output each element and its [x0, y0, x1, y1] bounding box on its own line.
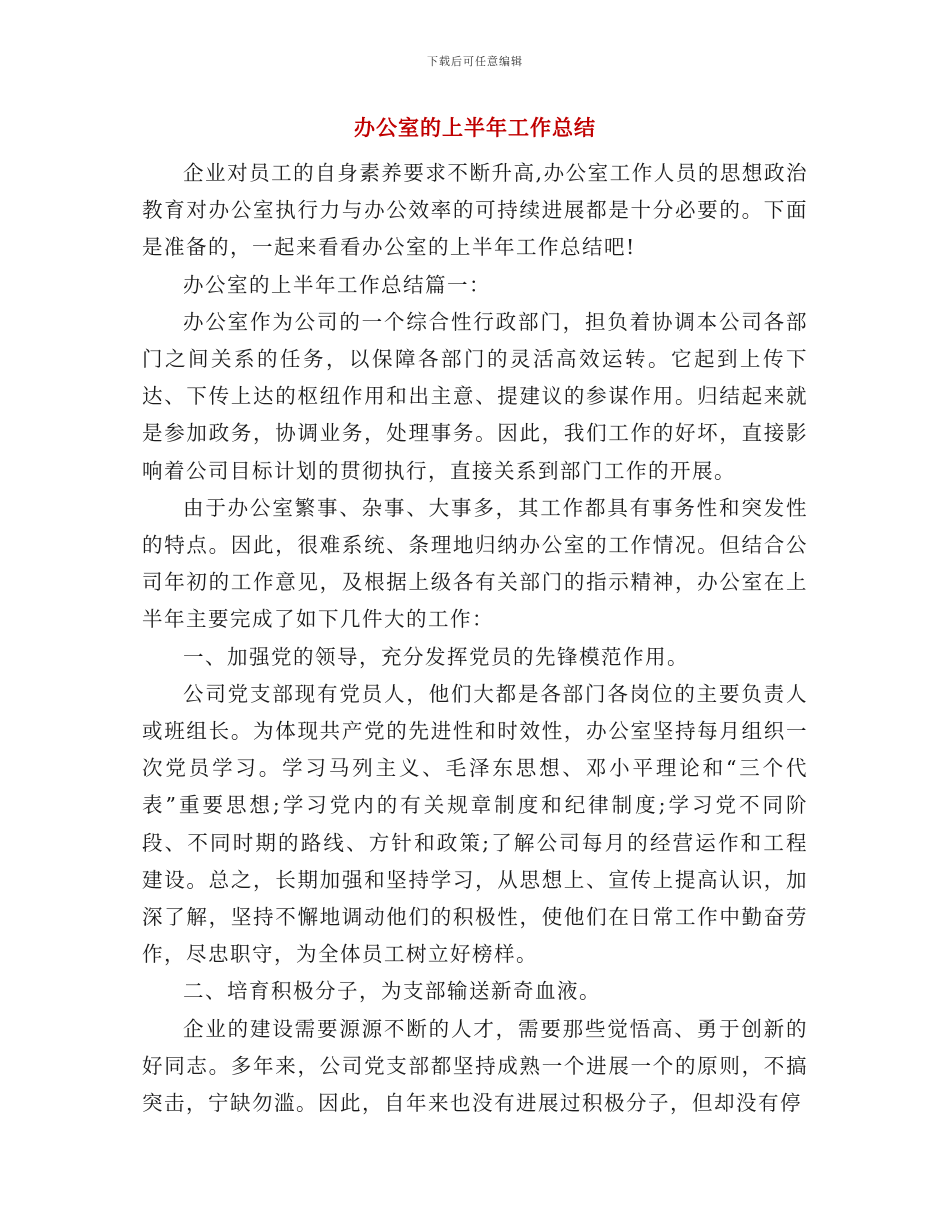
header-note: 下载后可任意编辑: [427, 55, 523, 68]
paragraph-section-heading: 办公室的上半年工作总结篇一：: [183, 272, 491, 297]
document-body: [142, 155, 808, 1122]
paragraph-office-role: 办公室作为公司的一个综合性行政部门，担负着协调本公司各部门之间关系的任务，以保障各部门的灵活高效运转。它起到上传下达、下传上达的枢纽作用和出主意、提建议的参谋作用。归结起来就是参加政务，协调业务，处理事务。因此，我们工作的好坏，直接影响着公司目标计划的贯彻执行，直接关系到部门工作的开展。: [142, 309, 808, 483]
paragraph-item-two-heading: 二、培育积极分子，为支部输送新奇血液。: [183, 979, 601, 1004]
paragraph-talent: 企业的建设需要源源不断的人才，需要那些觉悟高、勇于创新的好同志。多年来，公司党支部都坚持成熟一个进展一个的原则，不搞突击，宁缺勿滥。因此，自年来也没有进展过积极分子，但却没有停: [142, 1016, 808, 1116]
paragraph-intro: 企业对员工的自身素养要求不断升高,办公室工作人员的思想政治教育对办公室执行力与办公效率的可持续进展都是十分必要的。下面是准备的，一起来看看办公室的上半年工作总结吧!: [142, 161, 808, 260]
paragraph-party-study: 公司党支部现有党员人，他们大都是各部门各岗位的主要负责人或班组长。为体现共产党的先进性和时效性，办公室坚持每月组织一次党员学习。学习马列主义、毛泽东思想、邓小平理论和“三个代表”重要思想;学习党内的有关规章制度和纪律制度;学习党不同阶段、不同时期的路线、方针和政策;了解公司每月的经营运作和工程建设。总之，长期加强和坚持学习，从思想上、宣传上提高认识，加深了解，坚持不懈地调动他们的积极性，使他们在日常工作中勤奋劳作，尽忠职守，为全体员工树立好榜样。: [142, 681, 808, 967]
document-title: 办公室的上半年工作总结: [354, 116, 596, 140]
paragraph-work-overview: 由于办公室繁事、杂事、大事多，其工作都具有事务性和突发性的特点。因此，很难系统、条理地归纳办公室的工作情况。但结合公司年初的工作意见，及根据上级各有关部门的指示精神，办公室在上半年主要完成了如下几件大的工作：: [142, 495, 808, 632]
paragraph-item-one-heading: 一、加强党的领导，充分发挥党员的先锋模范作用。: [183, 644, 689, 669]
